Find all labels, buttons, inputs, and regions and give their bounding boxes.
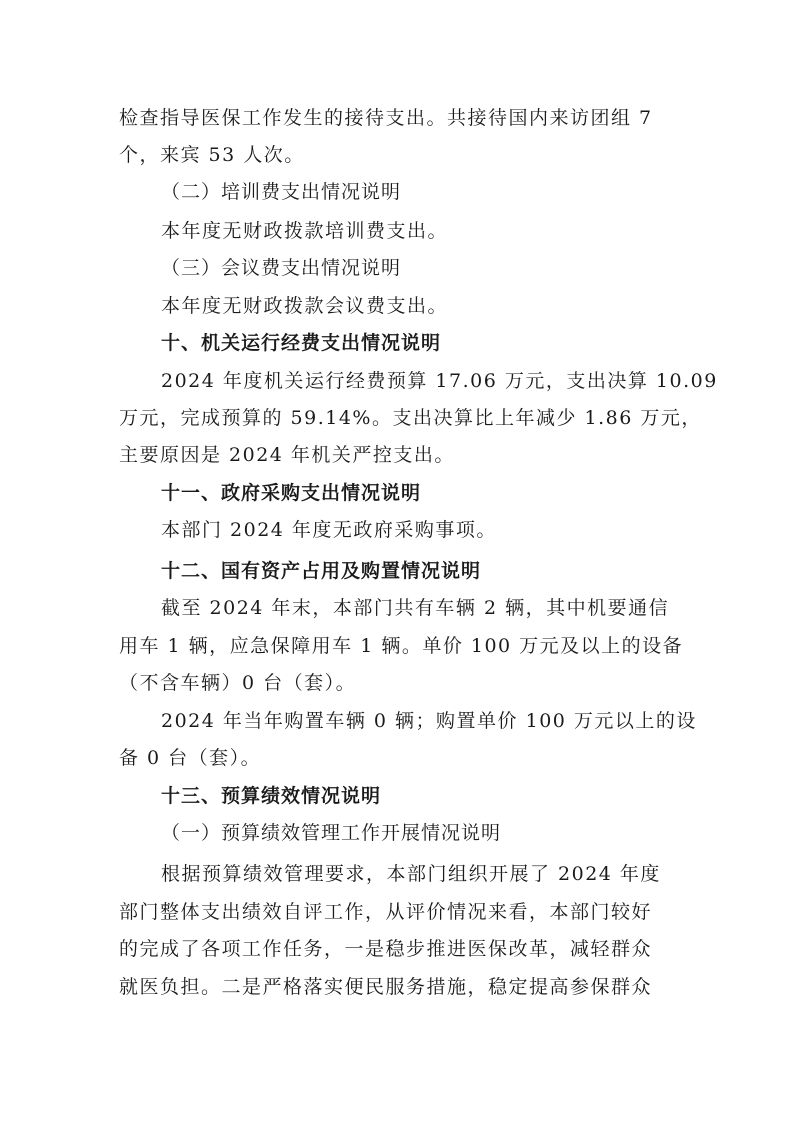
section-heading: 十、机关运行经费支出情况说明 (161, 332, 442, 354)
paragraph-line: 备 0 台（套）。 (119, 747, 262, 769)
paragraph-line: 本年度无财政拨款会议费支出。 (161, 295, 449, 317)
subsection-heading: （三）会议费支出情况说明 (161, 257, 402, 279)
section-heading: 十二、国有资产占用及购置情况说明 (161, 560, 482, 582)
paragraph-line: 个，来宾 53 人次。 (119, 144, 305, 166)
paragraph-line: 2024 年当年购置车辆 0 辆；购置单价 100 万元以上的设 (161, 710, 697, 732)
paragraph-line: 部门整体支出绩效自评工作，从评价情况来看，本部门较好 (119, 901, 653, 923)
paragraph-line: 主要原因是 2024 年机关严控支出。 (119, 444, 455, 466)
section-heading: 十一、政府采购支出情况说明 (161, 482, 422, 504)
paragraph-line: （不含车辆）0 台（套）。 (119, 672, 357, 694)
paragraph-line: 本年度无财政拨款培训费支出。 (161, 220, 449, 242)
paragraph-line: 的完成了各项工作任务，一是稳步推进医保改革，减轻群众 (119, 938, 653, 960)
subsection-heading: （一）预算绩效管理工作开展情况说明 (161, 822, 502, 844)
paragraph-line: 就医负担。二是严格落实便民服务措施，稳定提高参保群众 (119, 976, 653, 998)
paragraph-line: 检查指导医保工作发生的接待支出。共接待国内来访团组 7 (119, 107, 653, 129)
paragraph-line: 截至 2024 年末，本部门共有车辆 2 辆，其中机要通信 (161, 597, 670, 619)
paragraph-line: 2024 年度机关运行经费预算 17.06 万元，支出决算 10.09 (161, 370, 718, 392)
paragraph-line: 用车 1 辆，应急保障用车 1 辆。单价 100 万元及以上的设备 (119, 635, 684, 657)
section-heading: 十三、预算绩效情况说明 (161, 785, 382, 807)
subsection-heading: （二）培训费支出情况说明 (161, 181, 402, 203)
paragraph-line: 根据预算绩效管理要求，本部门组织开展了 2024 年度 (161, 863, 661, 885)
paragraph-line: 本部门 2024 年度无政府采购事项。 (161, 519, 497, 541)
paragraph-line: 万元，完成预算的 59.14%。支出决算比上年减少 1.86 万元， (119, 407, 702, 429)
